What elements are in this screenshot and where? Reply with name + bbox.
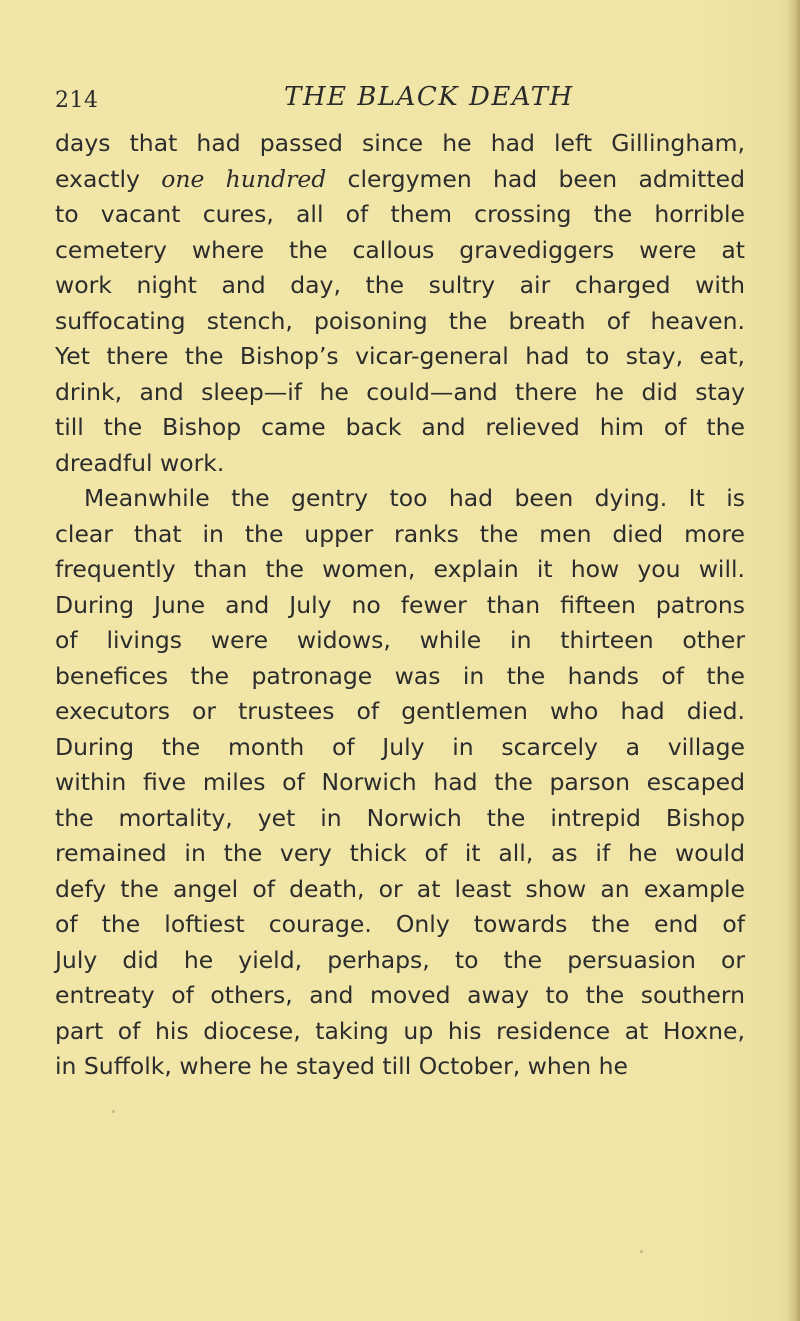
text-line: the mortality, yet in Norwich the intrepid Bishop: [55, 803, 745, 832]
text-line: suffocating stench, poisoning the breath of heaven.: [55, 306, 745, 335]
text-line: work night and day, the sultry air charged with: [55, 271, 745, 299]
italic-phrase: one hundred: [161, 164, 327, 193]
text-line: frequently than the women, explain it how you will.: [55, 555, 745, 583]
paper-speck: [112, 1110, 115, 1113]
text-line: till the Bishop came back and relieved him of the: [55, 413, 745, 441]
text-line: to vacant cures, all of them crossing the horrible: [55, 200, 745, 228]
text-line: defy the angel of death, or at least show an example: [55, 874, 745, 903]
text-line: During June and July no fewer than fifteen patrons: [55, 590, 745, 619]
text-line: entreaty of others, and moved away to the southern: [55, 981, 745, 1009]
body-text: [55, 126, 745, 1085]
page-number: 214: [55, 88, 99, 113]
text-line: July did he yield, perhaps, to the persuasion or: [55, 945, 745, 974]
text-line: Meanwhile the gentry too had been dying. It is: [84, 484, 745, 512]
text-segment: exactly: [55, 164, 162, 193]
text-line: benefices the patronage was in the hands of the: [55, 661, 745, 690]
running-head: THE BLACK DEATH: [284, 82, 574, 112]
text-line: in Suffolk, where he stayed till October, when he: [55, 1052, 628, 1080]
paper-speck: [640, 1250, 643, 1253]
text-line: clear that in the upper ranks the men died more: [55, 519, 745, 548]
paper-speck: [736, 180, 739, 183]
text-segment: clergymen had been admitted: [326, 164, 745, 193]
text-line: [55, 162, 745, 198]
text-line: days that had passed since he had left Gillingham,: [55, 129, 745, 157]
text-line: part of his diocese, taking up his residence at Hoxne,: [55, 1016, 745, 1045]
text-line: of the loftiest courage. Only towards the end of: [55, 910, 745, 938]
text-line: within five miles of Norwich had the parson escaped: [55, 768, 745, 796]
text-line: remained in the very thick of it all, as if he would: [55, 839, 745, 867]
text-line: cemetery where the callous gravediggers were at: [55, 235, 745, 264]
text-line: dreadful work.: [55, 448, 225, 477]
text-line: drink, and sleep—if he could—and there he did stay: [55, 377, 745, 406]
text-line: of livings were widows, while in thirteen other: [55, 626, 745, 654]
text-line: Yet there the Bishop’s vicar-general had to stay, eat,: [55, 342, 745, 370]
page-edge-shadow: [786, 0, 800, 1321]
page-header: [0, 82, 800, 122]
text-line: During the month of July in scarcely a village: [55, 732, 745, 761]
text-line: executors or trustees of gentlemen who had died.: [55, 697, 745, 725]
